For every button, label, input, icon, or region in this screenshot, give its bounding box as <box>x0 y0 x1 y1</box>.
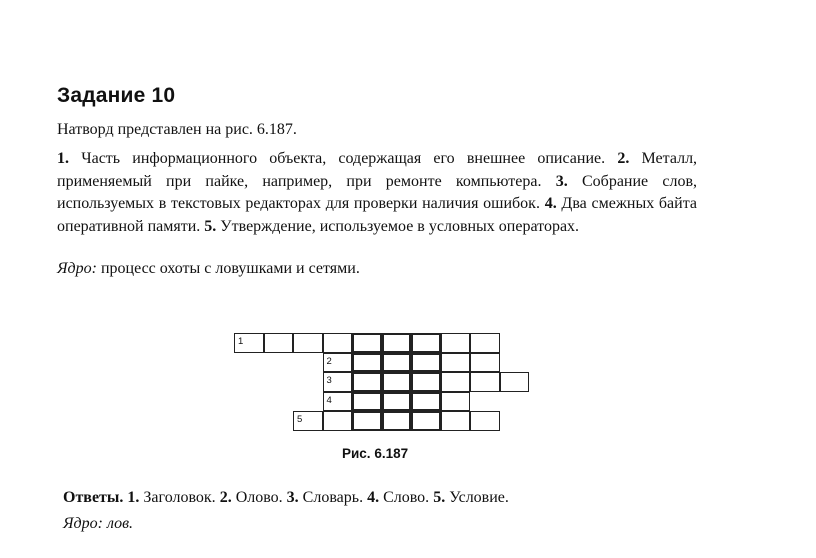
answer-number: 5. <box>433 489 446 506</box>
crossword-cell <box>323 372 353 392</box>
crossword-cell <box>441 392 471 412</box>
crossword-cell <box>470 353 500 373</box>
crossword-cell <box>352 333 382 353</box>
crossword-cell <box>441 411 471 431</box>
crossword-cell <box>382 411 412 431</box>
core-label: Ядро: <box>57 260 97 277</box>
crossword-cell <box>470 372 500 392</box>
task-number: 5. <box>204 217 217 235</box>
crossword-cell <box>352 353 382 373</box>
task-number: 4. <box>544 195 557 213</box>
crossword-cell <box>352 411 382 431</box>
crossword-cell <box>411 333 441 353</box>
crossword-number: 3 <box>326 375 332 386</box>
crossword-cell <box>234 333 264 353</box>
task-text: Собрание слов, используемых в текстовых редакторах для проверки наличия ошибок. <box>57 172 698 213</box>
crossword-cell <box>441 353 471 373</box>
answer-number: 4. <box>367 489 380 506</box>
crossword-number: 1 <box>238 336 244 347</box>
crossword-cell <box>382 353 412 373</box>
crossword-cell <box>323 333 353 353</box>
crossword-cell <box>441 372 471 392</box>
answer-text: Словарь. <box>302 489 364 506</box>
task-number: 3. <box>555 172 568 190</box>
task-text: Утверждение, используемое в условных операторах. <box>220 217 580 235</box>
crossword-cell <box>323 411 353 431</box>
task-title: Задание 10 <box>57 84 176 107</box>
crossword-cell <box>382 392 412 412</box>
task-text: Два смежных байта оперативной памяти. <box>57 195 698 235</box>
task-list <box>57 148 697 238</box>
answer-text: Олово. <box>235 489 283 506</box>
core-text: процесс охоты с ловушками и сетями. <box>100 260 360 277</box>
crossword-cell <box>382 333 412 353</box>
crossword-cell <box>352 372 382 392</box>
crossword-cell <box>411 411 441 431</box>
crossword-cell <box>352 392 382 412</box>
crossword-cell <box>293 333 323 353</box>
task-text: Часть информационного объекта, содержащая его внешнее описание. <box>81 150 606 167</box>
core-answer: Ядро: лов. <box>63 515 134 532</box>
crossword-cell <box>500 372 530 392</box>
crossword-cell <box>323 392 353 412</box>
answer-text: Условие. <box>449 489 509 506</box>
crossword-cell <box>293 411 323 431</box>
task-number: 1. <box>57 150 69 167</box>
crossword-number: 2 <box>326 355 332 367</box>
task-text: Металл, применяемый при пайке, например, при ремонте компьютера. <box>57 150 698 190</box>
crossword-cell <box>470 333 500 353</box>
figure-caption: Рис. 6.187 <box>342 446 409 461</box>
crossword-number: 5 <box>297 414 303 425</box>
crossword-cell <box>411 392 441 412</box>
crossword-cell <box>470 411 500 431</box>
answer-number: 1. <box>127 489 140 506</box>
crossword-cell <box>411 353 441 373</box>
answers-label: Ответы. <box>63 489 124 506</box>
answer-number: 3. <box>286 489 299 506</box>
crossword-cell <box>264 333 294 353</box>
answer-number: 2. <box>219 489 232 506</box>
task-number: 2. <box>617 150 630 167</box>
answers <box>63 489 509 507</box>
task-intro: Натворд представлен на рис. 6.187. <box>57 121 297 138</box>
core-hint <box>57 260 360 278</box>
crossword-cell <box>382 372 412 392</box>
answer-text: Заголовок. <box>143 489 216 506</box>
crossword-number: 4 <box>326 394 332 406</box>
crossword-cell <box>323 353 353 373</box>
answer-text: Слово. <box>383 489 430 506</box>
crossword-cell <box>411 372 441 392</box>
crossword-cell <box>441 333 471 353</box>
